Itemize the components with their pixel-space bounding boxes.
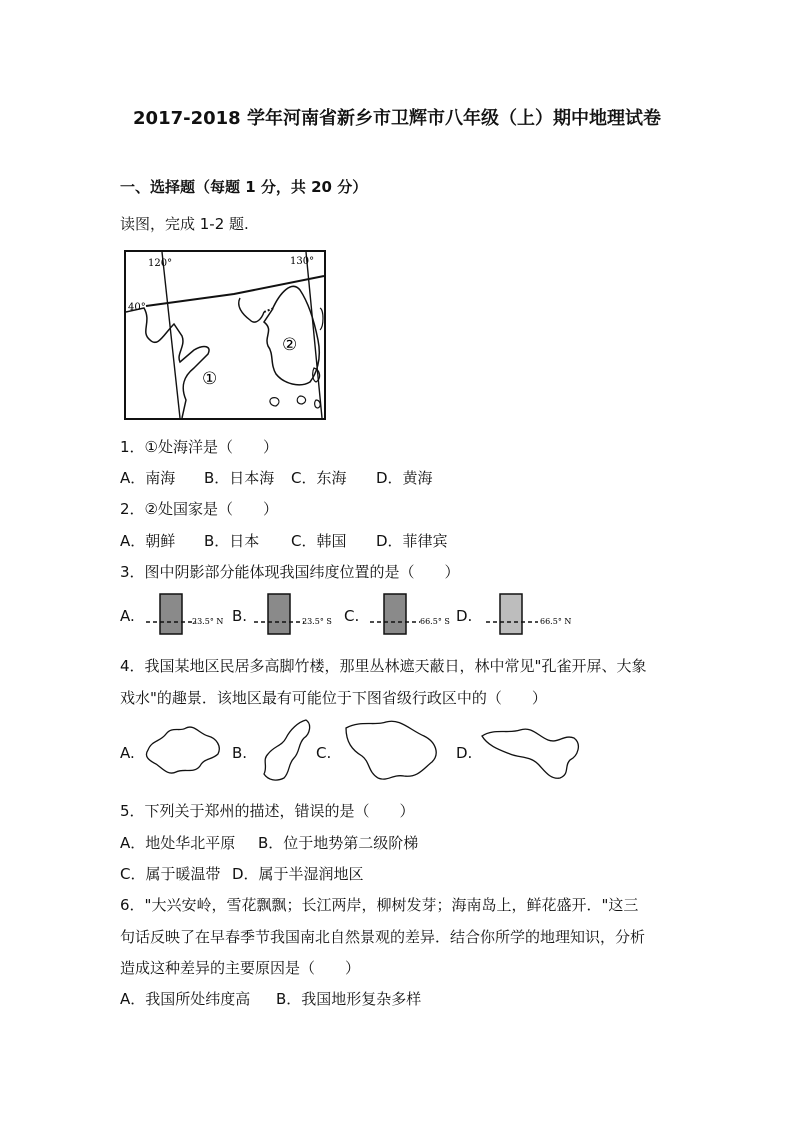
question-3-stem: 3．图中阴影部分能体现我国纬度位置的是（ ） <box>120 563 460 581</box>
q3-label-d[interactable]: D. <box>456 607 473 625</box>
question-6-stem-line1: 6．"大兴安岭，雪花飘飘；长江两岸，柳树发芽；海南岛上，鲜花盛开．"这三 <box>120 896 639 914</box>
svg-text:23.5° S: 23.5° S <box>302 617 332 626</box>
q1-option-a[interactable]: A．南海 <box>120 469 176 487</box>
q3-label-a[interactable]: A. <box>120 607 135 625</box>
q4-label-a[interactable]: A. <box>120 744 135 762</box>
q2-option-c[interactable]: C．韩国 <box>291 532 347 550</box>
q5-option-c[interactable]: C．属于暖温带 <box>120 865 221 883</box>
q4-label-b[interactable]: B. <box>232 744 248 762</box>
svg-text:66.5° S: 66.5° S <box>420 617 450 626</box>
q6-option-a[interactable]: A．我国所处纬度高 <box>120 990 251 1008</box>
section-heading: 一、选择题（每题 1 分，共 20 分） <box>120 178 368 196</box>
question-2-stem: 2．②处国家是（ ） <box>120 500 278 518</box>
q3-figure-d[interactable] <box>482 592 582 638</box>
q2-option-a[interactable]: A．朝鲜 <box>120 532 176 550</box>
lat-label: 40° <box>128 302 146 313</box>
q4-province-b[interactable] <box>254 716 324 786</box>
q4-province-d[interactable] <box>478 716 584 782</box>
q3-figure-a[interactable] <box>144 592 224 638</box>
lon-label-left: 120° <box>148 258 173 269</box>
q5-option-d[interactable]: D．属于半湿润地区 <box>232 865 364 883</box>
question-4-stem-line2: 戏水"的趣景．该地区最有可能位于下图省级行政区中的（ ） <box>120 689 547 707</box>
q3-label-b[interactable]: B. <box>232 607 248 625</box>
q6-option-b[interactable]: B．我国地形复杂多样 <box>276 990 422 1008</box>
q3-figure-b[interactable] <box>252 592 332 638</box>
q1-option-d[interactable]: D．黄海 <box>376 469 433 487</box>
q2-option-b[interactable]: B．日本 <box>204 532 260 550</box>
q4-label-c[interactable]: C. <box>316 744 332 762</box>
question-4-stem-line1: 4．我国某地区民居多高脚竹楼，那里丛林遮天蔽日，林中常见"孔雀开屏、大象 <box>120 657 647 675</box>
q4-province-a[interactable] <box>142 720 228 780</box>
page-title: 2017-2018 学年河南省新乡市卫辉市八年级（上）期中地理试卷 <box>133 108 661 129</box>
svg-text:66.5° N: 66.5° N <box>540 617 572 626</box>
q2-option-d[interactable]: D．菲律宾 <box>376 532 448 550</box>
question-1-stem: 1．①处海洋是（ ） <box>120 438 278 456</box>
intro-text: 读图，完成 1-2 题. <box>120 215 249 233</box>
q3-label-c[interactable]: C. <box>344 607 360 625</box>
marker-2: ② <box>282 335 298 355</box>
svg-text:23.5° N: 23.5° N <box>192 617 224 626</box>
question-5-stem: 5．下列关于郑州的描述，错误的是（ ） <box>120 802 415 820</box>
lon-label-right: 130° <box>290 256 315 267</box>
q4-label-d[interactable]: D. <box>456 744 473 762</box>
q3-figure-c[interactable] <box>368 592 458 638</box>
question-6-stem-line3: 造成这种差异的主要原因是（ ） <box>120 959 361 977</box>
region-map <box>124 250 328 422</box>
q1-option-c[interactable]: C．东海 <box>291 469 347 487</box>
question-6-stem-line2: 句话反映了在早春季节我国南北自然景观的差异．结合你所学的地理知识，分析 <box>120 928 646 946</box>
marker-1: ① <box>202 369 218 389</box>
q5-option-b[interactable]: B．位于地势第二级阶梯 <box>258 834 419 852</box>
q4-province-c[interactable] <box>340 716 444 786</box>
q1-option-b[interactable]: B．日本海 <box>204 469 275 487</box>
q5-option-a[interactable]: A．地处华北平原 <box>120 834 236 852</box>
